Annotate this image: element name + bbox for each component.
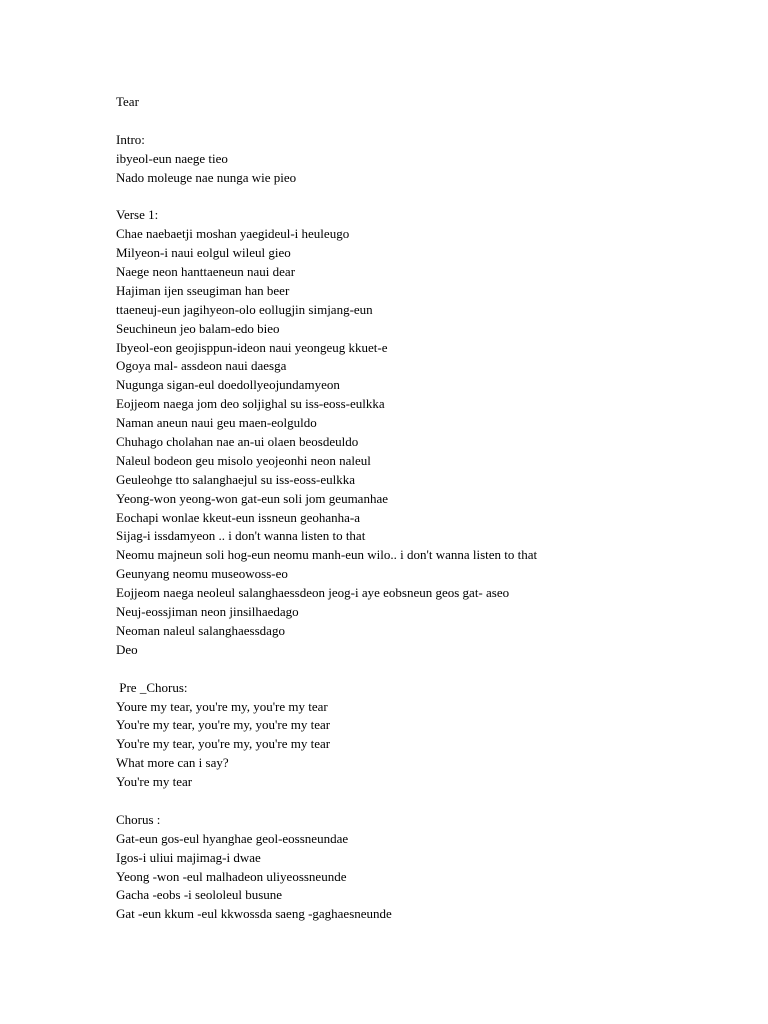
text-line: What more can i say? bbox=[116, 755, 229, 771]
text-line: Geunyang neomu museowoss-eo bbox=[116, 566, 288, 582]
text-line: Gat-eun gos-eul hyanghae geol-eossneundae bbox=[116, 830, 349, 846]
text-line: Gat -eun kkum -eul kkwossda saeng -gaghaesneunde bbox=[116, 906, 392, 922]
text-line: Chae naebaetji moshan yaegideul-i heuleugo bbox=[116, 226, 350, 242]
text-line: Yeong-won yeong-won gat-eun soli jom geumanhae bbox=[116, 490, 388, 506]
text-line: Chuhago cholahan nae an-ui olaen beosdeuldo bbox=[116, 434, 359, 450]
text-line: Ibyeol-eon geojisppun-ideon naui yeongeug kkuet-e bbox=[116, 339, 388, 355]
text-line: Pre _Chorus: bbox=[116, 679, 188, 695]
text-line: Nugunga sigan-eul doedollyeojundamyeon bbox=[116, 377, 340, 393]
text-line: ttaeneuj-eun jagihyeon-olo eollugjin simjang-eun bbox=[116, 301, 373, 317]
text-line: Deo bbox=[116, 641, 138, 657]
text-line: Naege neon hanttaeneun naui dear bbox=[116, 264, 296, 280]
text-line: Tear bbox=[116, 94, 139, 109]
text-line: Eochapi wonlae kkeut-eun issneun geohanha-a bbox=[116, 509, 361, 525]
text-line: You're my tear bbox=[116, 774, 193, 790]
text-line: Verse 1: bbox=[116, 207, 159, 223]
blank-line bbox=[116, 112, 736, 131]
blank-line bbox=[116, 792, 736, 811]
text-line: Youre my tear, you're my, you're my tear bbox=[116, 698, 328, 714]
text-line: Seuchineun jeo balam-edo bieo bbox=[116, 320, 280, 336]
text-line: Neomu majneun soli hog-eun neomu manh-eun wilo.. i don't wanna listen to that bbox=[116, 547, 538, 563]
text-line: Neuj-eossjiman neon jinsilhaedago bbox=[116, 604, 299, 620]
text-line: Neoman naleul salanghaessdago bbox=[116, 622, 285, 638]
text-line: Hajiman ijen sseugiman han beer bbox=[116, 282, 290, 298]
text-line: You're my tear, you're my, you're my tear bbox=[116, 717, 331, 733]
text-line: Yeong -won -eul malhadeon uliyeossneunde bbox=[116, 868, 347, 884]
text-line: Eojjeom naega neoleul salanghaessdeon jeog-i aye eobsneun geos gat- aseo bbox=[116, 585, 510, 601]
text-line: Eojjeom naega jom deo soljighal su iss-eoss-eulkka bbox=[116, 396, 385, 412]
text-line: Naleul bodeon geu misolo yeojeonhi neon naleul bbox=[116, 452, 371, 468]
text-line: Milyeon-i naui eolgul wileul gieo bbox=[116, 245, 291, 261]
text-line: Naman aneun naui geu maen-eolguldo bbox=[116, 415, 317, 431]
text-line: ibyeol-eun naege tieo bbox=[116, 150, 228, 166]
text-line: Chorus : bbox=[116, 811, 161, 827]
text-line: Igos-i uliui majimag-i dwae bbox=[116, 849, 261, 865]
text-line: Gacha -eobs -i seololeul busune bbox=[116, 887, 283, 903]
text-line: Ogoya mal- assdeon naui daesga bbox=[116, 358, 287, 374]
text-line: Intro: bbox=[116, 131, 145, 147]
blank-line bbox=[116, 660, 736, 679]
blank-line bbox=[116, 187, 736, 206]
lyrics-document bbox=[116, 93, 736, 924]
text-line: Geuleohge tto salanghaejul su iss-eoss-eulkka bbox=[116, 471, 355, 487]
text-line: You're my tear, you're my, you're my tear bbox=[116, 736, 331, 752]
text-line: Nado moleuge nae nunga wie pieo bbox=[116, 169, 297, 185]
text-line: Sijag-i issdamyeon .. i don't wanna listen to that bbox=[116, 528, 366, 544]
